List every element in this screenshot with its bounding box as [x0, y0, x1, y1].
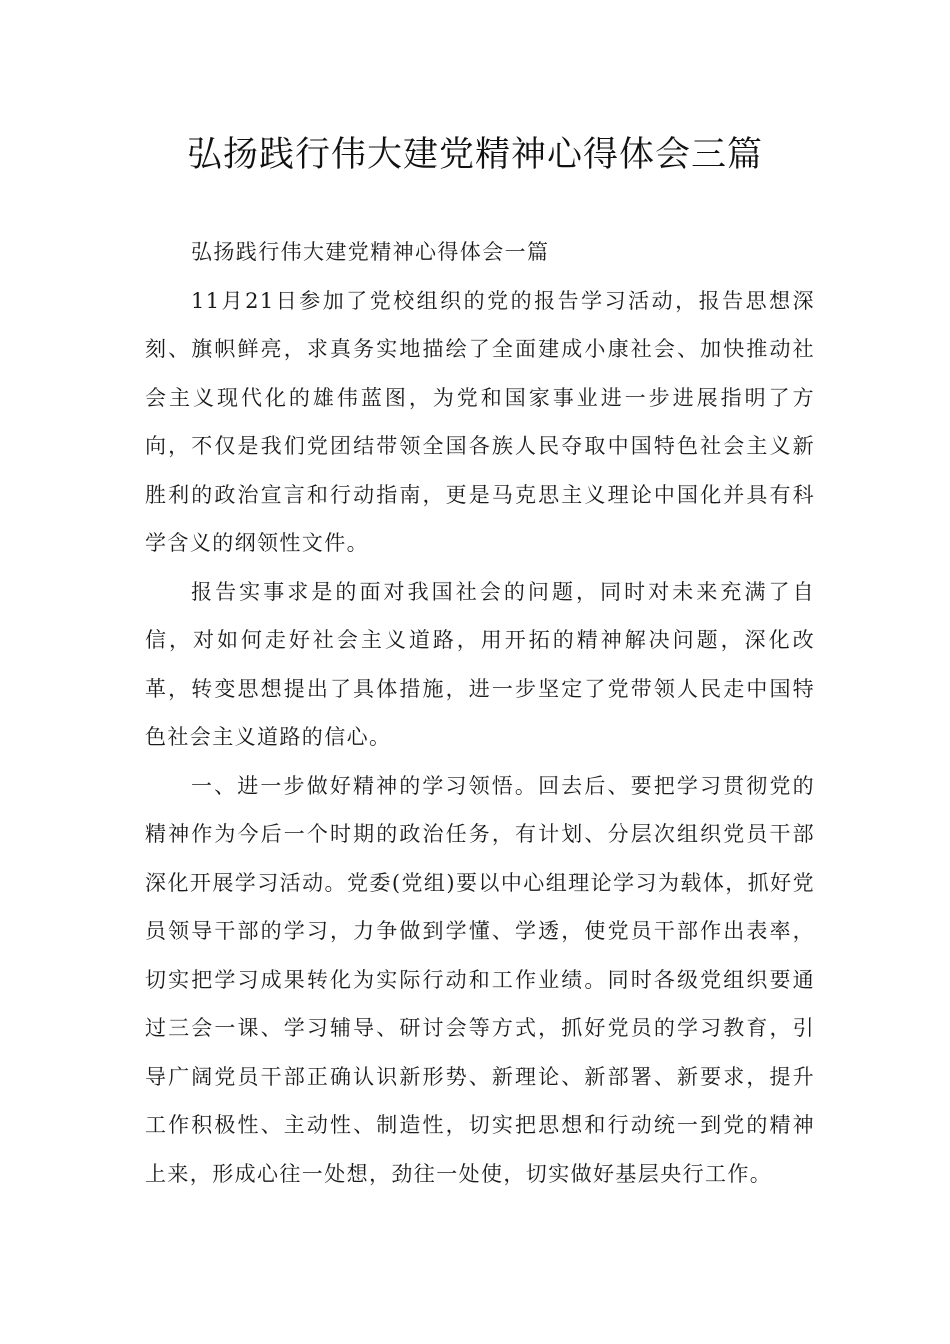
- paragraph: 一、进一步做好精神的学习领悟。回去后、要把学习贯彻党的精神作为今后一个时期的政治任务，有计划、分层次组织党员干部深化开展学习活动。党委(党组)要以中心组理论学习为载体，抓好党员领导干部的学习，力争做到学懂、学透，使党员干部作出表率，切实把学习成果转化为实际行动和工作业绩。同时各级党组织要通过三会一课、学习辅导、研讨会等方式，抓好党员的学习教育，引导广阔党员干部正确认识新形势、新理论、新部署、新要求，提升工作积极性、主动性、制造性，切实把思想和行动统一到党的精神上来，形成心往一处想，劲往一处使，切实做好基层央行工作。: [145, 773, 815, 1186]
- document-body: [145, 228, 815, 1198]
- document-title: 弘扬践行伟大建党精神心得体会三篇: [186, 135, 763, 175]
- paragraph: 11月21日参加了党校组织的党的报告学习活动，报告思想深刻、旗帜鲜亮，求真务实地描绘了全面建成小康社会、加快推动社会主义现代化的雄伟蓝图，为党和国家事业进一步进展指明了方向，不仅是我们党团结带领全国各族人民夺取中国特色社会主义新胜利的政治宣言和行动指南，更是马克思主义理论中国化并具有科学含义的纲领性文件。: [145, 288, 815, 555]
- section-heading: 弘扬践行伟大建党精神心得体会一篇: [191, 240, 550, 264]
- paragraph: 报告实事求是的面对我国社会的问题，同时对未来充满了自信，对如何走好社会主义道路，用开拓的精神解决问题，深化改革，转变思想提出了具体措施，进一步坚定了党带领人民走中国特色社会主义道路的信心。: [145, 579, 815, 749]
